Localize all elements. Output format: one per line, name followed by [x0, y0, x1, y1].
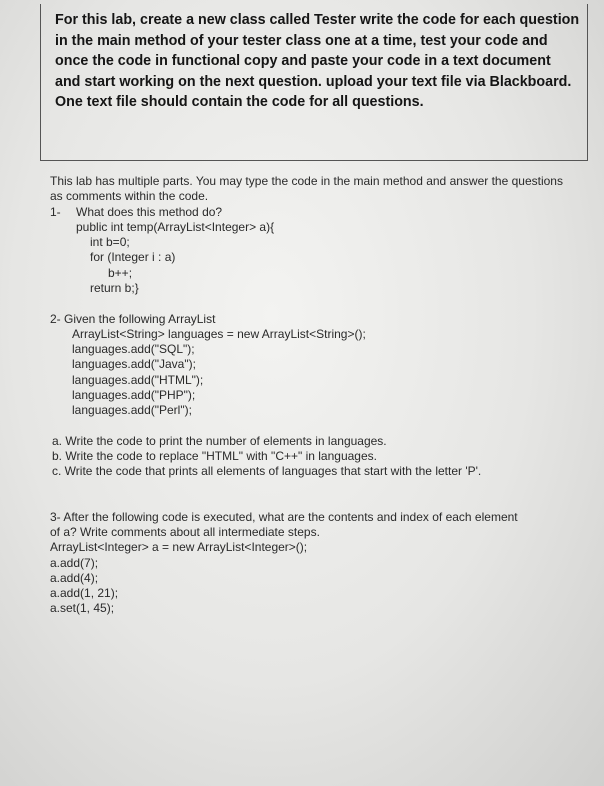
q3-prompt-line: 3- After the following code is executed, what are the contents and index of each element	[50, 510, 518, 524]
q2-code-line: languages.add("PHP");	[72, 388, 196, 402]
q2-code-line: ArrayList<String> languages = new ArrayList<String>();	[72, 327, 366, 341]
q2-code-line: languages.add("SQL");	[72, 342, 195, 356]
q1-code-line: for (Integer i : a)	[90, 250, 176, 264]
q1-prompt: What does this method do?	[76, 205, 223, 219]
q2-part-c: c. Write the code that prints all elements of languages that start with the letter 'P'.	[52, 464, 482, 478]
q2-code-line: languages.add("Java");	[72, 357, 196, 371]
q1-code-line: b++;	[108, 266, 133, 280]
instructions-header: For this lab, create a new class called Tester write the code for each question in the main method of your tester class one at a time, test your code and once the code in functional copy and paste your code in a text document and start working on the next question. upload your text file via Blackboard. One text file should contain the code for all questions.	[55, 12, 580, 110]
q3-code-line: a.add(7);	[50, 556, 99, 570]
q2-code-line: languages.add("HTML");	[72, 373, 204, 387]
intro-paragraph: This lab has multiple parts. You may type the code in the main method and answer the questions as comments within the code.	[50, 174, 563, 204]
q1-code-line: int b=0;	[90, 235, 130, 249]
q3-code-line: a.set(1, 45);	[50, 601, 115, 615]
q3-code-line: a.add(4);	[50, 571, 99, 585]
q2-part-b: b. Write the code to replace "HTML" with "C++" in languages.	[52, 449, 377, 463]
q2-part-a: a. Write the code to print the number of elements in languages.	[52, 434, 387, 448]
q1-code-line: return b;}	[90, 281, 139, 295]
q3-code-line: ArrayList<Integer> a = new ArrayList<Integer>();	[50, 540, 308, 554]
q3-prompt-line: of a? Write comments about all intermediate steps.	[50, 525, 320, 539]
q1-code-line: public int temp(ArrayList<Integer> a){	[76, 220, 275, 234]
q2-prompt: 2- Given the following ArrayList	[50, 312, 216, 326]
q3-code-line: a.add(1, 21);	[50, 586, 119, 600]
q2-code-line: languages.add("Perl");	[72, 403, 192, 417]
q1-number: 1-	[50, 205, 61, 219]
